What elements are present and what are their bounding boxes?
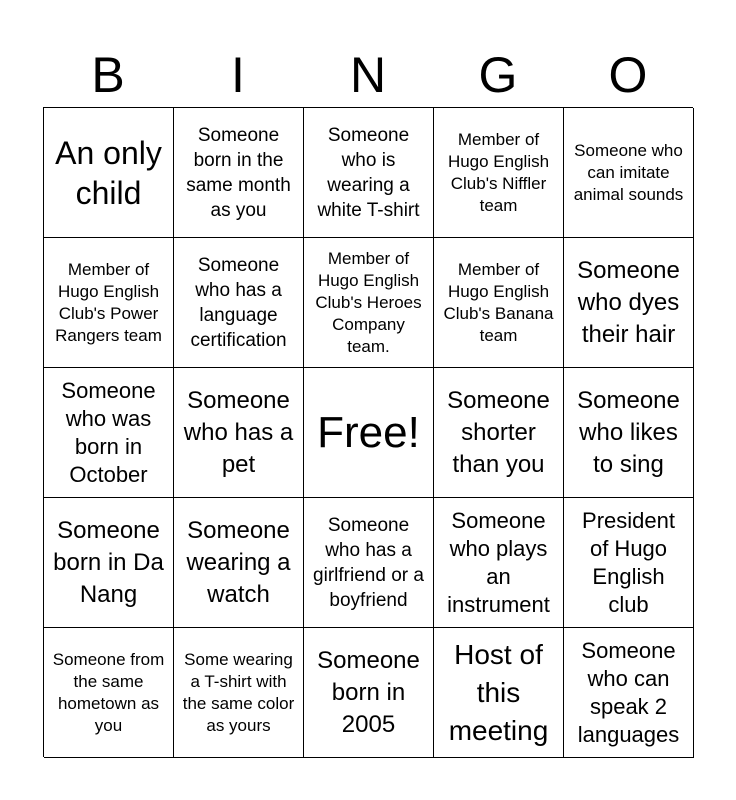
cell-text: Someone born in 2005 xyxy=(317,646,420,738)
bingo-cell-r5c1[interactable] xyxy=(44,628,174,758)
bingo-cell-r2c2[interactable] xyxy=(174,238,304,368)
cell-text: Someone who is wearing a white T-shirt xyxy=(317,124,420,221)
cell-text: Someone born in Da Nang xyxy=(53,516,164,608)
bingo-cell-r2c3[interactable] xyxy=(304,238,434,368)
cell-text: Someone wearing a watch xyxy=(186,516,291,608)
header-letter-b: B xyxy=(91,47,125,103)
bingo-board xyxy=(43,107,693,757)
bingo-cell-r3c4[interactable] xyxy=(434,368,564,498)
cell-text: Someone who can imitate animal sounds xyxy=(573,140,684,204)
bingo-cell-r4c4[interactable] xyxy=(434,498,564,628)
cell-text: Someone who has a language certification xyxy=(190,254,287,351)
bingo-cell-r4c5[interactable] xyxy=(564,498,694,628)
cell-text: Someone who was born in October xyxy=(61,377,156,487)
bingo-cell-r5c4[interactable] xyxy=(434,628,564,758)
cell-text: An only child xyxy=(55,134,162,211)
bingo-cell-r4c1[interactable] xyxy=(44,498,174,628)
header-letter-n: N xyxy=(349,47,387,103)
cell-text: Member of Hugo English Club's Power Rangers team xyxy=(55,259,162,345)
bingo-cell-r3c2[interactable] xyxy=(174,368,304,498)
bingo-cell-r5c5[interactable] xyxy=(564,628,694,758)
cell-text: Someone who has a pet xyxy=(183,386,294,478)
header-letter-g: G xyxy=(478,47,518,103)
bingo-cell-free[interactable] xyxy=(304,368,434,498)
bingo-header xyxy=(43,44,693,106)
cell-text: President of Hugo English club xyxy=(582,507,675,617)
cell-text: Host of this meeting xyxy=(448,638,549,746)
header-letter-i: I xyxy=(231,47,245,103)
cell-text: Someone who likes to sing xyxy=(577,386,680,478)
cell-text: Someone who dyes their hair xyxy=(577,256,680,348)
cell-text: Someone who has a girlfriend or a boyfriend xyxy=(313,514,424,611)
bingo-cell-r2c4[interactable] xyxy=(434,238,564,368)
cell-text: Member of Hugo English Club's Niffler team xyxy=(447,129,550,215)
bingo-cell-r5c3[interactable] xyxy=(304,628,434,758)
bingo-cell-r1c5[interactable] xyxy=(564,108,694,238)
bingo-cell-r5c2[interactable] xyxy=(174,628,304,758)
bingo-cell-r4c3[interactable] xyxy=(304,498,434,628)
bingo-cell-r3c5[interactable] xyxy=(564,368,694,498)
bingo-cell-r2c5[interactable] xyxy=(564,238,694,368)
bingo-cell-r1c1[interactable] xyxy=(44,108,174,238)
bingo-cell-r1c3[interactable] xyxy=(304,108,434,238)
cell-text: Some wearing a T-shirt with the same color as yours xyxy=(182,649,295,735)
cell-text: Someone born in the same month as you xyxy=(186,124,291,221)
cell-text: Someone who plays an instrument xyxy=(447,507,550,617)
bingo-cell-r4c2[interactable] xyxy=(174,498,304,628)
bingo-cell-r1c2[interactable] xyxy=(174,108,304,238)
cell-text: Someone who can speak 2 languages xyxy=(577,637,680,747)
bingo-cell-r1c4[interactable] xyxy=(434,108,564,238)
cell-text: Member of Hugo English Club's Banana team xyxy=(443,259,554,345)
bingo-cell-r2c1[interactable] xyxy=(44,238,174,368)
header-letter-o: O xyxy=(608,47,648,103)
free-space-text: Free! xyxy=(317,407,420,457)
cell-text: Member of Hugo English Club's Heroes Company team. xyxy=(315,248,422,356)
cell-text: Someone from the same hometown as you xyxy=(52,649,165,735)
cell-text: Someone shorter than you xyxy=(447,386,550,478)
bingo-cell-r3c1[interactable] xyxy=(44,368,174,498)
